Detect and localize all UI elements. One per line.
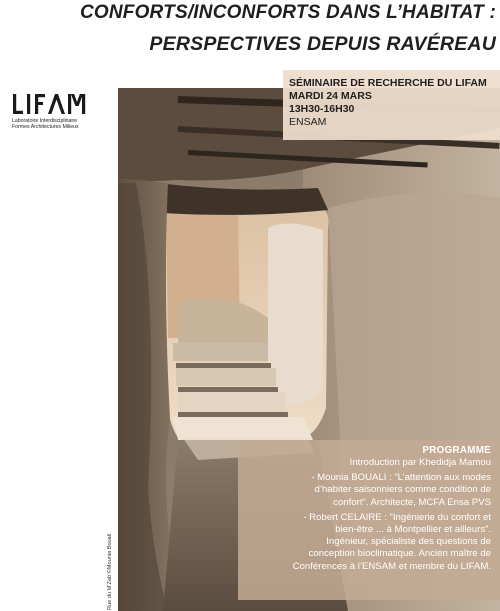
event-info-box: [283, 70, 500, 140]
logo-subtitle-line-2: Formes Architectures Milieux: [12, 124, 79, 131]
event-time: 13H30-16H30: [289, 103, 355, 115]
logo-subtitle-line-1: Laboratoire Interdisciplinaire: [12, 118, 78, 124]
programme-line: bien-être ... à Montpellier et ailleurs”.: [335, 524, 491, 536]
programme-line: Ingénieur, spécialiste des questions de: [326, 536, 491, 548]
programme-line: - Mounia BOUALI : “L’attention aux modes: [311, 472, 491, 484]
programme-line: conception bioclimatique. Ancien maître de: [308, 548, 491, 560]
lifam-logo: [12, 93, 92, 131]
programme-line: - Robert CELAIRE : “Ingénierie du confort et: [303, 511, 491, 523]
photo-credit: Rue du M’Zab ©Mounia Bouali: [107, 533, 113, 610]
event-place: ENSAM: [289, 116, 327, 128]
seminar-label: SÉMINAIRE DE RECHERCHE DU LIFAM: [289, 77, 487, 89]
logo-subtitle: [12, 118, 92, 131]
event-date: MARDI 24 MARS: [289, 90, 372, 102]
title-line-2: PERSPECTIVES DEPUIS RAVÉREAU: [149, 33, 496, 55]
title-line-1: CONFORTS/INCONFORTS DANS L’HABITAT :: [79, 2, 496, 23]
programme-box: [238, 440, 500, 600]
programme-line: Conférences à l’ENSAM et membre du LIFAM.: [292, 560, 491, 572]
programme-title: PROGRAMME: [422, 445, 491, 456]
programme-line: confort”. Architecte, MCFA Ensa PVS: [333, 496, 491, 508]
lifam-logo-mark: [12, 93, 86, 115]
programme-line: d’habiter saisonniers comme condition de: [314, 484, 491, 496]
programme-intro: Introduction par Khedidja Mamou: [349, 457, 491, 468]
